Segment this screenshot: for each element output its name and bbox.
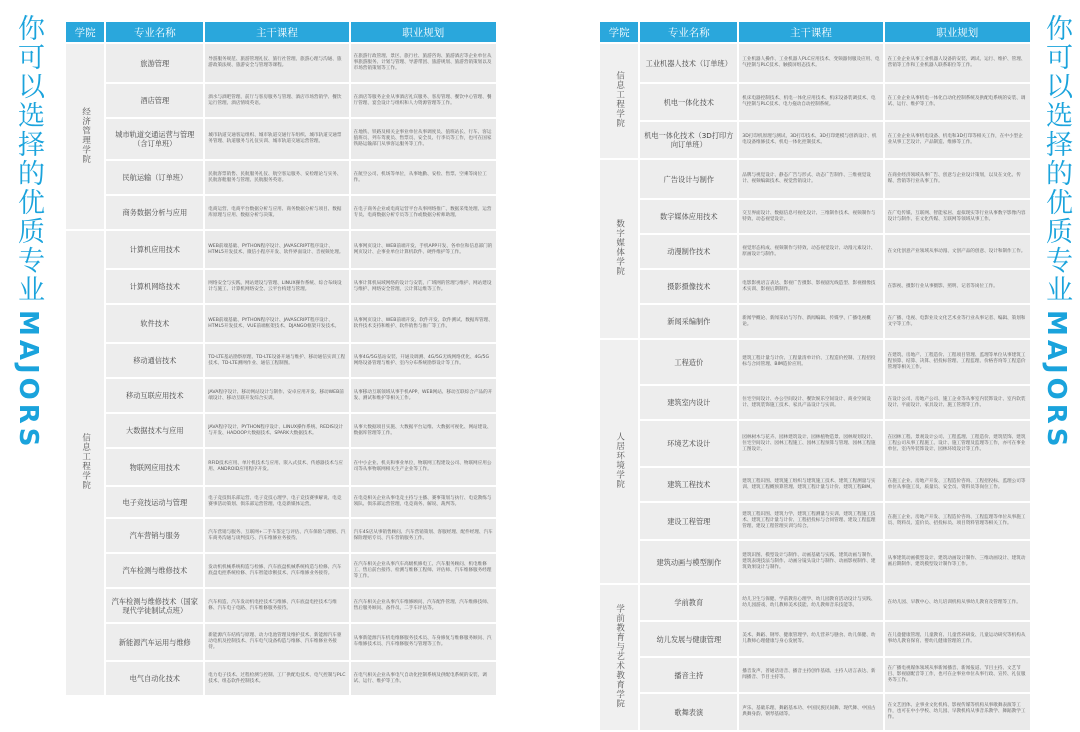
header-courses: 主干课程 <box>205 22 348 42</box>
course-list: 导游服务规范、旅游管理礼仪、旅行社管理、旅游心理与沟通、旅游政策法规、旅游安全与管理等课程。 <box>205 44 348 82</box>
table-row <box>66 487 496 517</box>
course-list: JAVA程序设计、移动网站设计与制作、安卓应用开发、移动WEB前端设计、移动互联开发综合实训。 <box>205 379 348 412</box>
table-row <box>66 662 496 695</box>
career-plan: 在电竞相关企业从事电竞主持与主播、赛事策划与执行、电竞教练与领队、俱乐部运营管理、电竞商务、解说、裁判等。 <box>351 487 496 517</box>
course-list: 电商运营、电商平台数据分析与应用、商务数据分析与项目、数据库原理与应用、数据分析与决策。 <box>205 196 348 229</box>
table-row <box>600 305 1030 338</box>
major-name: 大数据技术与应用 <box>106 414 203 447</box>
table-row <box>66 519 496 552</box>
major-name: 物联网应用技术 <box>106 449 203 485</box>
career-plan: 在旅游行政管理、景区、旅行社、旅游咨询、旅游酒店等企业单位从事旅游服务、计划与管理、导游带团、旅游规划、旅游营销策划以及市场营销策划等工作。 <box>351 44 496 82</box>
course-list: 住宅空间设计、办公空间设计、餐饮娱乐空间设计、商业空间设计、建筑装饰施工技术、家具产品设计与实训。 <box>739 386 882 419</box>
side-title-left <box>6 14 50 451</box>
course-list: 网络安全与实践、网站建设与管理、LINUX操作系统、综合布线设计与施工、计算机网络安全、云平台构建与管理。 <box>205 270 348 303</box>
career-plan: 在文艺团体、企事业文化机构、影视传媒等机构从事歌舞表演等工作，也可在中小学校、幼儿园、早教机构从事音乐教学、舞蹈教学工作。 <box>885 694 1030 730</box>
course-list: RFID技术应用、单片机技术与应用、嵌入式技术、传感器技术与应用、ANDROID应用程序开发。 <box>205 449 348 485</box>
career-plan: 从事新能源汽车机电维修服务技术员、车身修复与维修服务顾问、汽车维修技术员、汽车维修服务与管理等工作。 <box>351 624 496 660</box>
career-plan: 汽车4S店从事销售顾问、汽车营销策划、客服经理、配件经理、汽车保险理赔专员、汽车营销服务工作。 <box>351 519 496 552</box>
table-row <box>600 340 1030 384</box>
course-list: 新闻学概论、新闻采访与写作、新闻编辑、传媒学、广播电视概论。 <box>739 305 882 338</box>
major-name: 旅游管理 <box>106 44 203 82</box>
course-list: 工业机器人操作、工业机器人PLC应用技术、变频器伺服及应用、电气控制与PLC技术、触摸屏组态技术。 <box>739 44 882 82</box>
major-name: 汽车营销与服务 <box>106 519 203 552</box>
career-plan: 在汽车相关企业从事汽车维修顾问、汽车配件管理、汽车维修技师、售后服务顾问、备件员、二手车评估等。 <box>351 589 496 622</box>
header-career: 职业规划 <box>351 22 496 42</box>
course-list: 播音发声、普通话语音、播音主持创作基础、主持人语言表达、新闻播音、节目主持等。 <box>739 658 882 692</box>
table-row <box>600 468 1030 501</box>
career-plan: 从事大数据项目实施、大数据平台运维、大数据可视化、网站建设、数据库管理等工作。 <box>351 414 496 447</box>
side-title-cn: 你可以选择的优质专业 <box>1041 14 1072 304</box>
table-row <box>600 270 1030 303</box>
course-list: 民航客票销售、民航服务礼仪、航空客运服务、安检理论与实务、民航客舱服务与管理、民航服务英语。 <box>205 161 348 194</box>
course-list: JAVA程序设计、PYTHON程序设计、LINUX操作系统、REDIS设计与开发、HADOOP大数据技术、SPARK大数据技术。 <box>205 414 348 447</box>
dept-name: 数字媒体学院 <box>614 219 625 276</box>
career-plan: 在园林工程、景观设计公司、工程监理、工程造价、建筑装饰、建筑工程公司从事工程施工、设计、施工管理及监理等工作，亦可在事业单位、室内外装饰设计、园林环境设计等工作。 <box>885 421 1030 466</box>
table-row <box>600 386 1030 419</box>
course-list: WEB前端基础、PYTHON程序设计、JAVASCRIPT程序设计、HTML5开发技术、微信小程序开发、软件界面设计、音视频处理。 <box>205 231 348 268</box>
course-list: 声乐、基础乐理、舞蹈基本功、中国民族民间舞、现代舞、中国古典舞身韵、钢琴基础等。 <box>739 694 882 730</box>
major-name: 计算机应用技术 <box>106 231 203 268</box>
table-row <box>66 414 496 447</box>
major-name: 汽车检测与维修技术（国家现代学徒制试点班） <box>106 589 203 622</box>
course-list: 电子竞技俱乐部运营、电子竞技心理学、电子竞技赛事解说、电竞赛事活动策划、俱乐部运营管理、电竞新媒体运营。 <box>205 487 348 517</box>
dept-cell <box>600 44 638 158</box>
career-plan: 在地铁、铁路及相关企事业单位从事调度员、值班站长、行车、客运值班员、列车驾驶员、售票员、安全员、行李员等工作，也可在国家铁路运输部门从事客运服务等工作。 <box>351 119 496 159</box>
table-row <box>600 421 1030 466</box>
table-row <box>66 305 496 342</box>
dept-name: 人居环境学院 <box>614 431 625 489</box>
table-row <box>66 554 496 587</box>
career-plan: 在施工企业、房地产开发、工程造价咨询、工程招投标、监理公司等单位从事施工员、质量员、安全员、资料员等岗位工作。 <box>885 468 1030 501</box>
career-plan: 在工业企业从事机电设备、机电和3D打印等相关工作，在中小型企业从事工艺设计、产品制造、维修等工作。 <box>885 122 1030 158</box>
table-row <box>66 161 496 194</box>
career-plan: 在工业企业从事工业机器人设备的安装、调试、运行、维护、管理、营销等工作和工业机器人联系职位等工作。 <box>885 44 1030 82</box>
major-name: 工程造价 <box>640 340 737 384</box>
course-list: 机床电器控制技术、机电一体化应用技术、机床设备装调技术、电气控制与PLC技术、电力拖动自动控制系统。 <box>739 84 882 120</box>
course-list: 建筑工程计量与计价、工程量清单计价、工程造价控制、工程招投标与合同管理、BIM造价应用。 <box>739 340 882 384</box>
career-plan: 从事4G/5G基站安装、开通及调测、4G/5G无线网络优化、4G/5G网络设备管理与维护、室内分布系统勘察设计等工作。 <box>351 344 496 377</box>
major-name: 新能源汽车运用与维修 <box>106 624 203 660</box>
major-name: 歌舞表演 <box>640 694 737 730</box>
table-row <box>66 196 496 229</box>
major-name: 建筑工程技术 <box>640 468 737 501</box>
table-row <box>600 160 1030 198</box>
table-row <box>600 84 1030 120</box>
dept-cell <box>600 160 638 338</box>
table-row <box>600 44 1030 82</box>
header-major: 专业名称 <box>106 22 203 42</box>
course-list: 电力电子技术、过程检测与控制、工厂供配电技术、电气控制与PLC技术、组态软件控制技术。 <box>205 662 348 695</box>
header-dept: 学院 <box>600 22 638 42</box>
course-list: 电影影视语言表达、影视广告摄影、影视剧光线造型、影视摄像技术实训、影视后期制作。 <box>739 270 882 303</box>
major-name: 建筑室内设计 <box>640 386 737 419</box>
major-name: 播音主持 <box>640 658 737 692</box>
major-name: 软件技术 <box>106 305 203 342</box>
course-list: 3D打印机原理与测试、3D打印技术、3D打印建模与创新设计、机电设备维修技术、机电一体化控制技术。 <box>739 122 882 158</box>
major-name: 汽车检测与维修技术 <box>106 554 203 587</box>
header-career: 职业规划 <box>885 22 1030 42</box>
course-list: 园林树木与花卉、园林建筑设计、园林植物造景、园林规划设计、住宅空间设计、园林工程施工、园林工程预算与管理、园林工程施工图设计。 <box>739 421 882 466</box>
course-list: 城市轨道交通客运组织、城市轨道交通行车组织、城市轨道交通票务管理、轨道服务与礼仪实训、城市轨道交通运营管理。 <box>205 119 348 159</box>
major-name: 机电一体化技术（3D打印方向订单班） <box>640 122 737 158</box>
table-row <box>66 231 496 268</box>
career-plan: 在广播、电视、电影业及文化艺术业等行业从事记者、编辑、策划和文字等工作。 <box>885 305 1030 338</box>
career-plan: 在电气相关企业从事电气自动化控制系统及供配电系统的安装、调试、运行、维护等工作。 <box>351 662 496 695</box>
table-row <box>600 503 1030 539</box>
major-name: 移动互联应用技术 <box>106 379 203 412</box>
career-plan: 在酒店等服务企业从事酒店礼宾服务、客房管理、餐饮中心管理、餐厅管理、宴会设计与组织和人力资源管理等工作。 <box>351 84 496 117</box>
course-list: 品牌与视觉设计、静态广告与形式、动态广告制作、三维视觉设计、视频编辑技术、视觉营销设计。 <box>739 160 882 198</box>
career-plan: 从事网页设计、WEB前端开发、手机APP开发、各单位和信息部门的网页设计、企事业单位计算机软件、硬件维护等工作。 <box>351 231 496 268</box>
career-plan: 在影视、摄影行业从事摄影、照明、记者等岗位工作。 <box>885 270 1030 303</box>
table-row <box>600 122 1030 158</box>
dept-cell <box>66 44 104 229</box>
major-name: 数字媒体应用技术 <box>640 200 737 233</box>
career-plan: 在商业经济领域从事广告、创意与企业设计策划，以及在文化、传媒、营销等行业从事工作。 <box>885 160 1030 198</box>
course-list: 新能源汽车结构与原理、动力电池管理及维护技术、新能源汽车驱动电机及控制技术、汽车电气设备构造与维修、汽车维修业务接待。 <box>205 624 348 660</box>
course-list: 汽车营销与服务、互联网+二手车鉴定与评估、汽车保险与理赔、汽车商务沟通与谈判技巧、汽车维修业务接待。 <box>205 519 348 552</box>
table-row <box>600 658 1030 692</box>
table-row <box>66 449 496 485</box>
major-name: 商务数据分析与应用 <box>106 196 203 229</box>
side-title-cn: 你可以选择的优质专业 <box>13 14 44 304</box>
major-name: 建设工程管理 <box>640 503 737 539</box>
career-plan: 从事计算机局域网络的设计与安装、广域网的管理与维护、网站建设与维护、网络安全管理、云计算运维等工作。 <box>351 270 496 303</box>
major-name: 酒店管理 <box>106 84 203 117</box>
major-name: 广告设计与制作 <box>640 160 737 198</box>
major-name: 新闻采编制作 <box>640 305 737 338</box>
major-name: 城市轨道交通运营与管理（含订单班） <box>106 119 203 159</box>
major-name: 计算机网络技术 <box>106 270 203 303</box>
course-list: 酒水与酒吧管理、前厅与客房服务与管理、酒店市场营销学、餐饮运行管理、酒店情境英语。 <box>205 84 348 117</box>
side-title-en: MAJORS <box>13 310 43 451</box>
table-row <box>66 84 496 117</box>
table-row <box>66 270 496 303</box>
course-list: 发动机机械系统构造与检修、汽车底盘机械系统构造与检修、汽车底盘电控系统检修、汽车智能诊断技术、汽车维修业务接待。 <box>205 554 348 587</box>
course-list: WEB前端基础、PYTHON程序设计、JAVASCRIPT程序设计、HTML5开发技术、VUE前端框架技术、DJANGO框架开发技术。 <box>205 305 348 342</box>
career-plan: 在工业企业从事机电一体化自动化控制系统及供配电系统的安装、调试、运行、维护等工作。 <box>885 84 1030 120</box>
career-plan: 在儿童健康管理、儿童教育、儿童营养研发、儿童运动研究等机构从事幼儿教育保育、婴幼儿健康管理的工作。 <box>885 622 1030 656</box>
career-plan: 在广电传媒、互联网、智能家居、虚拟现实等行业从事数字影像内容设计与制作、在文化传媒、互联网等领域从事工作。 <box>885 200 1030 233</box>
dept-name: 经济管理学院 <box>80 106 91 164</box>
major-name: 建筑动画与模型制作 <box>640 541 737 583</box>
table-row <box>66 344 496 377</box>
major-name: 移动通信技术 <box>106 344 203 377</box>
major-name: 民航运输（订单班） <box>106 161 203 194</box>
major-name: 电子竞技运动与管理 <box>106 487 203 517</box>
table-row <box>600 200 1030 233</box>
major-name: 电气自动化技术 <box>106 662 203 695</box>
course-list: 交互界面设计、数据信息可视化设计、三维制作技术、视频制作与特效、动态视觉设计。 <box>739 200 882 233</box>
course-list: 建筑识图、模型设计与制作、动画基础与实践、建筑动画与制作、建筑表现技法与制作、动画分镜头设计与制作、动画影视制作、建筑效果设计与制作。 <box>739 541 882 583</box>
career-plan: 在航空公司、机场等单位，从事地勤、安检、售票、空乘等岗位工作。 <box>351 161 496 194</box>
course-list: 汽车构造、汽车发动机电控技术与维修、汽车底盘电控技术与维修、汽车电子电路、汽车维修服务接待。 <box>205 589 348 622</box>
career-plan: 在建筑、房地产、工程造价、工程项目管理、监理等单位从事建筑工程预算、结算、决算、招投标管理、工程监理、价格咨询等工程造价管理等相关工作。 <box>885 340 1030 384</box>
course-list: TD-LTE基站勘察原理、TD-LTE设备开通与维护、移动通信实训工程技术、TD-LTE测网作业、通信工程制图。 <box>205 344 348 377</box>
table-row <box>66 624 496 660</box>
table-row <box>66 589 496 622</box>
major-name: 学前教育 <box>640 585 737 620</box>
career-plan: 在文化创意产业领域从事动漫、文创产品的创意、设计和制作工作。 <box>885 235 1030 268</box>
dept-cell <box>600 585 638 730</box>
career-plan: 从事移动互联领域从事手机APP、WEB网站、移动互联综合产品的开发、测试和维护等相关工作。 <box>351 379 496 412</box>
dept-cell <box>600 340 638 583</box>
dept-name: 信息工程学院 <box>80 433 91 490</box>
header-courses: 主干课程 <box>739 22 882 42</box>
side-title-en: MAJORS <box>1041 310 1071 451</box>
major-name: 环境艺术设计 <box>640 421 737 466</box>
table-row <box>600 585 1030 620</box>
course-list: 建筑工程识图、建筑施工组织与建筑施工技术、建筑工程测量与实训、建筑工程概预算管理、建筑工程计量与计价、建筑工程BIM。 <box>739 468 882 501</box>
table-row <box>600 694 1030 730</box>
course-list: 视觉形态构成、视频制作与特效、动态视觉设计、动漫元素设计、原画设计与制作。 <box>739 235 882 268</box>
table-row <box>66 119 496 159</box>
course-list: 美术、舞蹈、钢琴、健康管理学、幼儿营养与膳食、幼儿保健、幼儿教师心理健康与身心发展等。 <box>739 622 882 656</box>
career-plan: 从事网页设计、WEB前端开发、软件开发、软件测试、数据库管理、软件技术支持和维护、软件销售与推广等工作。 <box>351 305 496 342</box>
majors-table-right <box>598 20 1032 732</box>
table-row <box>66 44 496 82</box>
header-major: 专业名称 <box>640 22 737 42</box>
table-row <box>66 379 496 412</box>
major-name: 机电一体化技术 <box>640 84 737 120</box>
major-name: 幼儿发展与健康管理 <box>640 622 737 656</box>
course-list: 建筑工程识图、建筑力学、建筑工程测量与实训、建筑工程施工技术、建筑工程计量与计价、工程招投标与合同管理、建设工程监理管理、建设工程管理实训与综合。 <box>739 503 882 539</box>
dept-name: 学前教育与艺术教育学院 <box>614 603 625 709</box>
career-plan: 在汽车相关企业从事汽车高级机修电工、汽车服务顾问、机电维修工、售后前台接待、检测与维修工程师、评估师、汽车维修服务经理等工作。 <box>351 554 496 587</box>
course-list: 幼儿卫生与保健、学前教育心理学、幼儿园教育活动设计与实践、幼儿园游戏、幼儿教师美术技能、幼儿教师音乐技能等。 <box>739 585 882 620</box>
career-plan: 在电子商务企业或电商运营平台从事网络推广、数据采集处理、运营专员、电商数据分析专员等工作或数据分析师助理。 <box>351 196 496 229</box>
career-plan: 在幼儿园、早教中心、幼儿培训机构从事幼儿教育及管理等工作。 <box>885 585 1030 620</box>
career-plan: 在广播电视媒体领域从事新闻播音、新闻报道、节目主持、文艺节目、影视剧配音等工作，也可在企事业单位从事行政、宣传、礼仪服务等工作。 <box>885 658 1030 692</box>
table-row <box>600 235 1030 268</box>
career-plan: 从事建筑动画模型设计、建筑动画设计制作、三维动画设计、建筑动画后期制作、建筑模型设计制作等工作。 <box>885 541 1030 583</box>
major-name: 摄影摄像技术 <box>640 270 737 303</box>
side-title-right <box>1034 14 1078 451</box>
career-plan: 在中小企业、机关和事业单位，物联网工程建设公司、物联网应用公司等从事物联网相关生产企业等工作。 <box>351 449 496 485</box>
dept-name: 信息工程学院 <box>614 71 625 128</box>
career-plan: 在设计公司、房地产公司、施工企业等从事室内装饰设计、室内软装设计、平面设计、家具设计、施工管理等工作。 <box>885 386 1030 419</box>
table-row <box>600 541 1030 583</box>
major-name: 动漫制作技术 <box>640 235 737 268</box>
header-dept: 学院 <box>66 22 104 42</box>
majors-table-left <box>64 20 498 697</box>
dept-cell <box>66 231 104 695</box>
table-row <box>600 622 1030 656</box>
major-name: 工业机器人技术（订单班） <box>640 44 737 82</box>
career-plan: 在施工企业、房地产开发、工程造价咨询、工程监理等单位从事施工员、资料员、造价员、招投标员、项目资料管理等相关工作。 <box>885 503 1030 539</box>
